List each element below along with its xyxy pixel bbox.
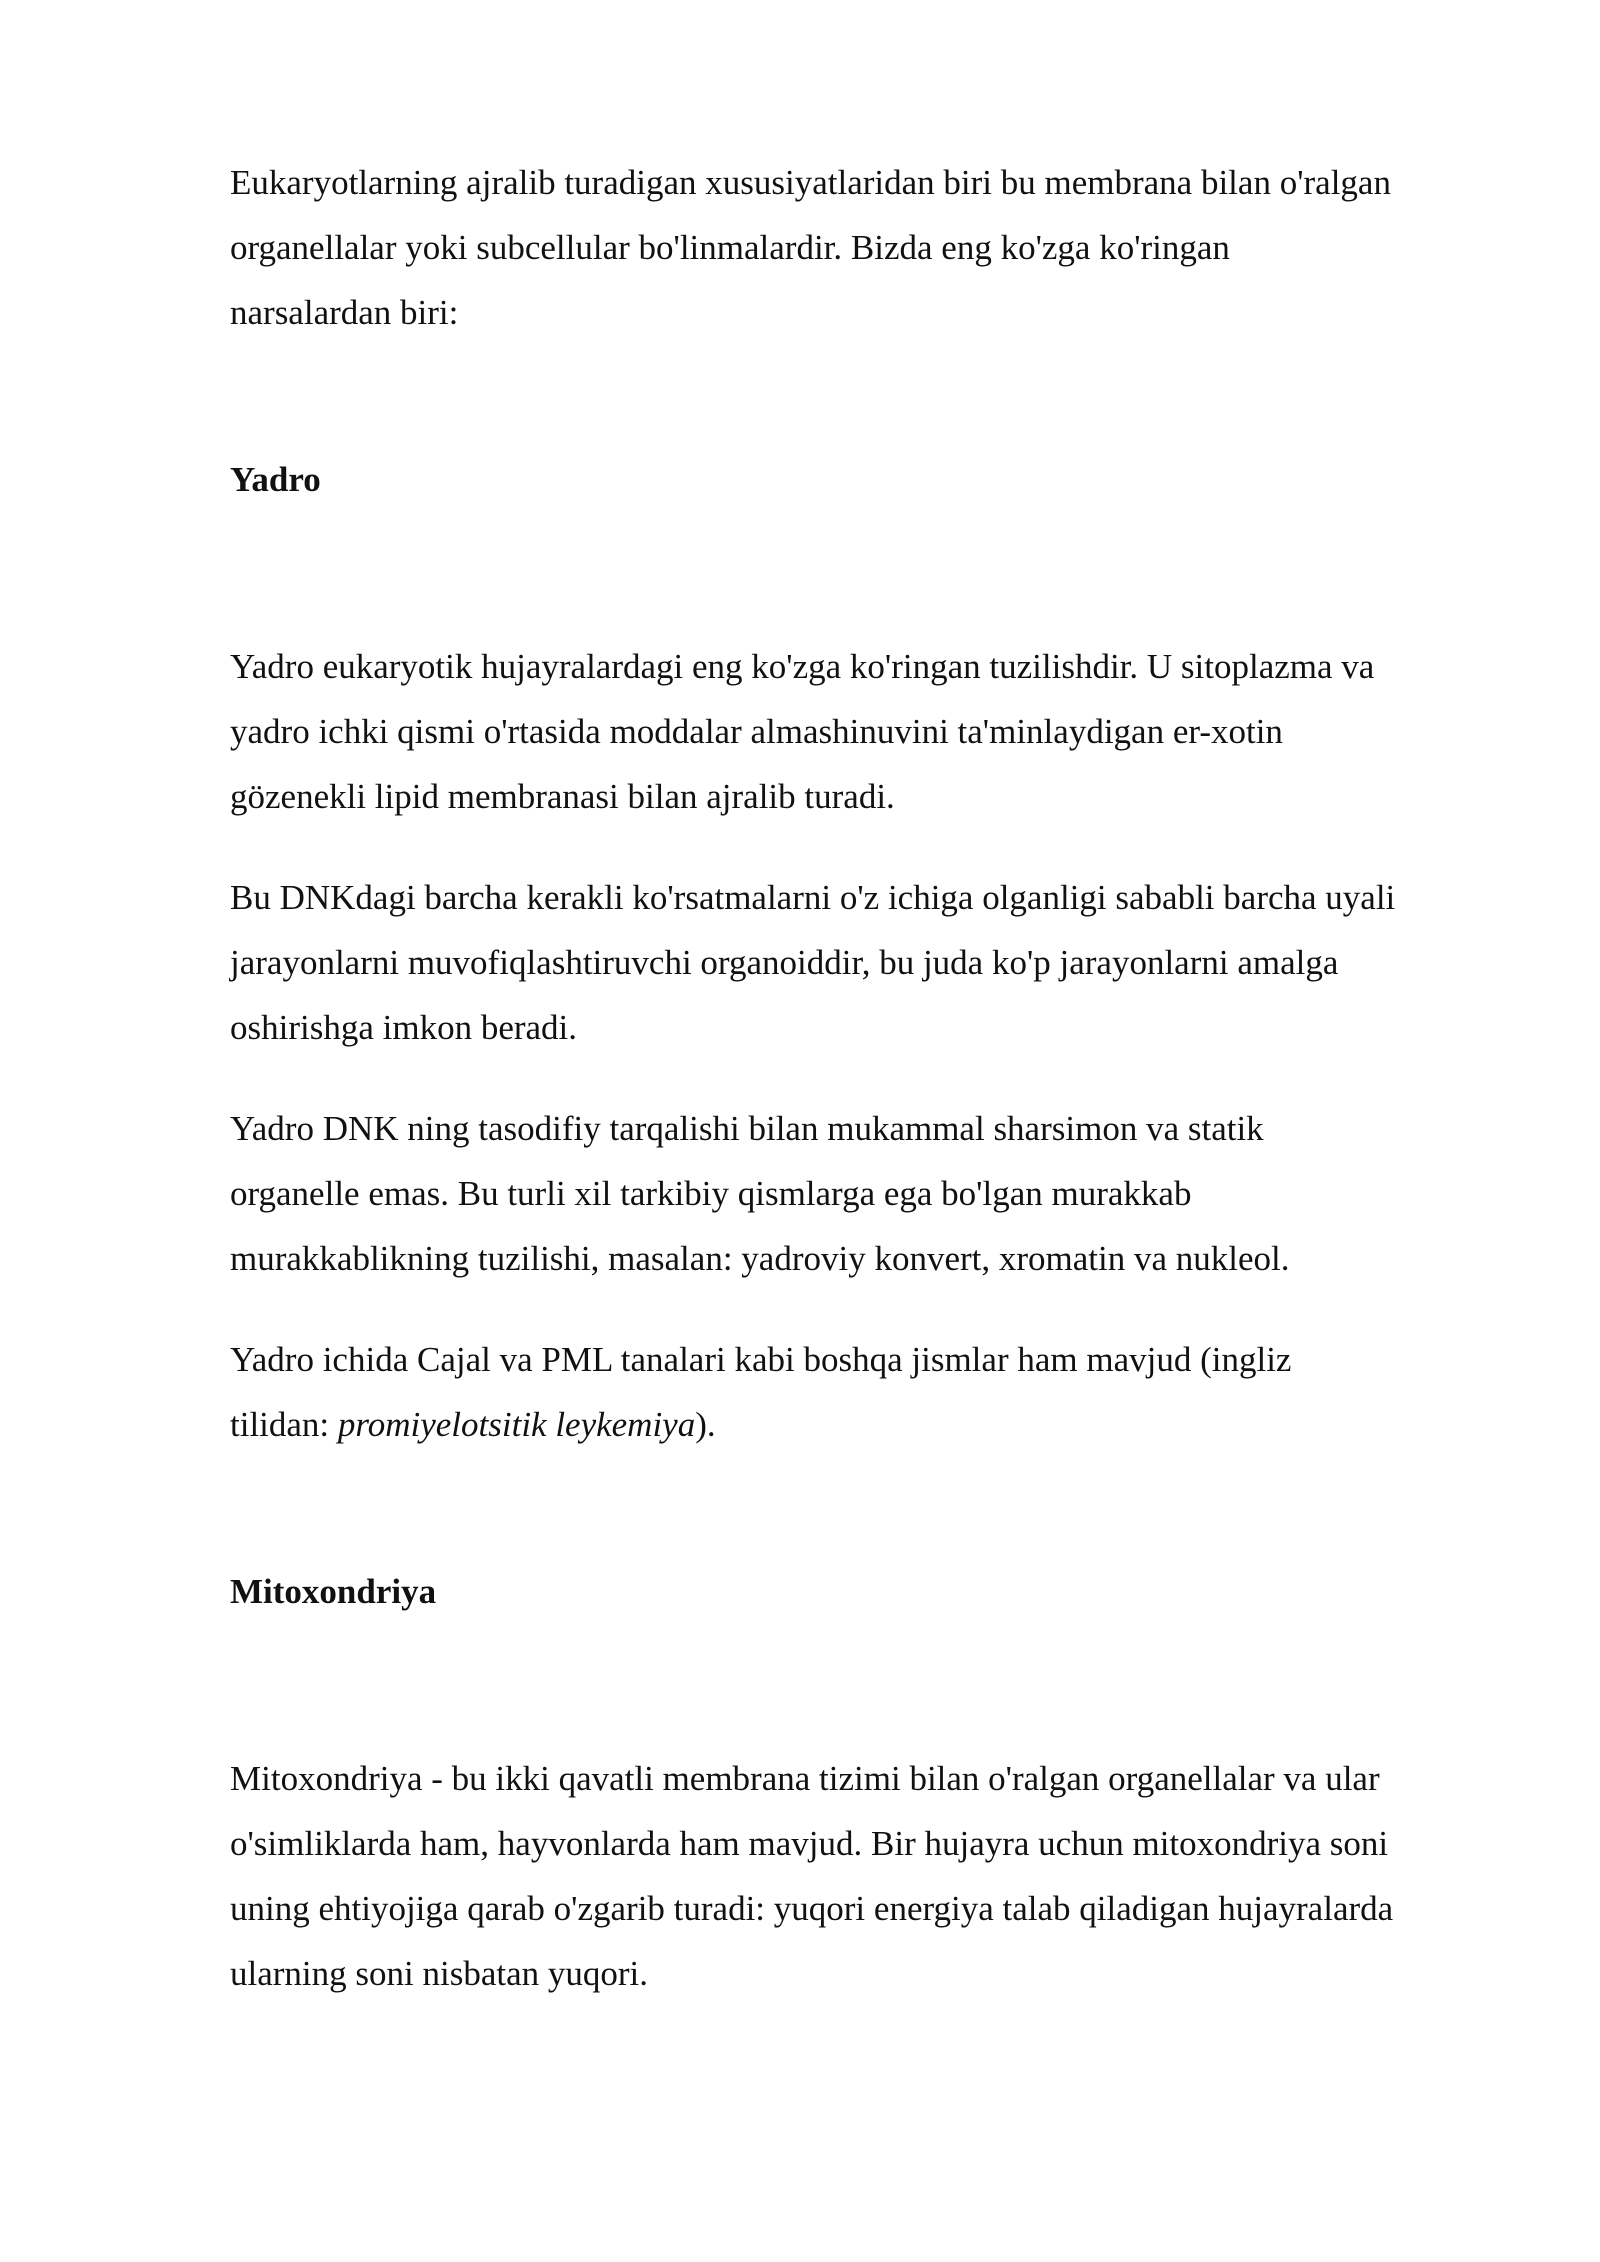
text-line: ularning soni nisbatan yuqori. bbox=[230, 1954, 649, 1993]
paragraph bbox=[230, 1096, 1530, 1291]
text-line: oshirishga imkon beradi. bbox=[230, 1008, 578, 1047]
text-line: Yadro eukaryotik hujayralardagi eng ko'zga ko'ringan tuzilishdir. U sitoplazma va bbox=[230, 647, 1375, 686]
text-line bbox=[230, 1392, 1530, 1457]
italic-term: promiyelotsitik leykemiya bbox=[337, 1405, 696, 1444]
text-line: Yadro ichida Cajal va PML tanalari kabi boshqa jismlar ham mavjud (ingliz bbox=[230, 1340, 1292, 1379]
text-suffix: ). bbox=[695, 1405, 716, 1444]
text-line: murakkablikning tuzilishi, masalan: yadroviy konvert, xromatin va nukleol. bbox=[230, 1239, 1290, 1278]
document-page bbox=[230, 150, 1530, 2006]
text-line: yadro ichki qismi o'rtasida moddalar almashinuvini ta'minlaydigan er-xotin bbox=[230, 712, 1283, 751]
text-line: Mitoxondriya - bu ikki qavatli membrana tizimi bilan o'ralgan organellalar va ular bbox=[230, 1759, 1380, 1798]
intro-paragraph bbox=[230, 150, 1530, 345]
text-line: uning ehtiyojiga qarab o'zgarib turadi: yuqori energiya talab qiladigan hujayralarda bbox=[230, 1889, 1394, 1928]
paragraph bbox=[230, 865, 1530, 1060]
text-prefix: tilidan: bbox=[230, 1405, 338, 1444]
text-line: organellalar yoki subcellular bo'linmalardir. Bizda eng ko'zga ko'ringan bbox=[230, 228, 1230, 267]
paragraph bbox=[230, 1327, 1530, 1457]
text-line: Eukaryotlarning ajralib turadigan xususiyatlaridan biri bu membrana bilan o'ralgan bbox=[230, 163, 1391, 202]
paragraph bbox=[230, 1746, 1530, 2006]
text-line: Bu DNKdagi barcha kerakli ko'rsatmalarni o'z ichiga olganligi sababli barcha uyali bbox=[230, 878, 1396, 917]
text-line: Yadro DNK ning tasodifiy tarqalishi bilan mukammal sharsimon va statik bbox=[230, 1109, 1264, 1148]
paragraph bbox=[230, 634, 1530, 829]
section-heading-yadro: Yadro bbox=[230, 460, 321, 499]
text-line: o'simliklarda ham, hayvonlarda ham mavjud. Bir hujayra uchun mitoxondriya soni bbox=[230, 1824, 1389, 1863]
text-line: organelle emas. Bu turli xil tarkibiy qismlarga ega bo'lgan murakkab bbox=[230, 1174, 1192, 1213]
text-line: jarayonlarni muvofiqlashtiruvchi organoiddir, bu juda ko'p jarayonlarni amalga bbox=[230, 943, 1339, 982]
section-heading-mitoxondriya: Mitoxondriya bbox=[230, 1572, 437, 1611]
text-line: narsalardan biri: bbox=[230, 293, 459, 332]
text-line: gözenekli lipid membranasi bilan ajralib turadi. bbox=[230, 777, 895, 816]
